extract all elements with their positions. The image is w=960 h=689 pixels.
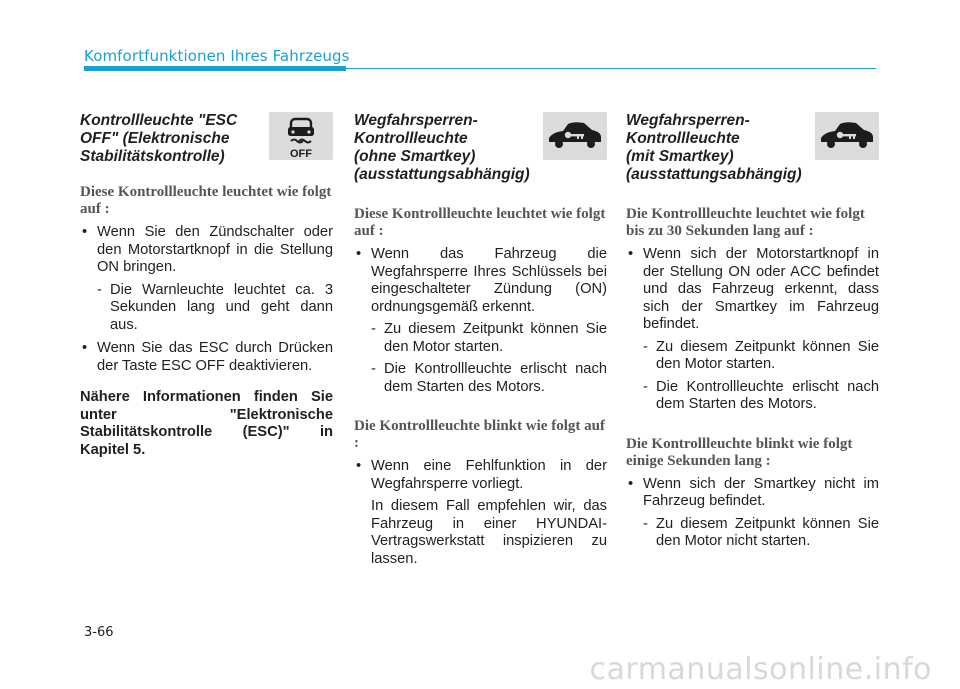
column-title: Wegfahrsperren- Kontrollleuchte (mit Smartkey) (ausstattungsabhängig) [626,112,802,183]
section-heading: Diese Kontrollleuchte leuchtet wie folgt auf : [354,206,606,239]
list-item: • Wenn Sie den Zündschalter oder den Motorstartknopf in die Stellung ON bringen. [82,224,333,275]
indicator-box [543,112,607,160]
column-esc-off [80,112,333,459]
sub-list-item: - Die Warnleuchte leuchtet ca. 3 Sekunden lang und geht dann aus. [97,281,333,333]
column-title: Kontrollleuchte "ESC OFF" (Elektronische Stabilitätskontrolle) [80,112,238,165]
column-immobilizer-smartkey [626,112,879,551]
column-title: Wegfahrsperren- Kontrollleuchte (ohne Smartkey) (ausstattungsabhängig) [354,112,530,183]
immobilizer-key-car-icon [543,112,607,160]
list-item: • Wenn sich der Motorstartknopf in der Stellung ON oder ACC befindet und das Fahrzeug erkennt, dass sich der Smartkey im Fahrzeug befindet. [628,246,879,332]
indicator-box [815,112,879,160]
header-rule-thick [84,66,346,71]
section-header: Komfortfunktionen Ihres Fahrzeugs [84,47,350,65]
list-item: • Wenn sich der Smartkey nicht im Fahrzeug befindet. [628,475,879,509]
section-heading: Die Kontrollleuchte blinkt wie folgt einige Sekunden lang : [626,435,853,469]
section-heading: Die Kontrollleuchte blinkt wie folgt auf : [354,418,605,451]
sub-list-item: - Zu diesem Zeitpunkt können Sie den Motor starten. [643,338,879,372]
header-rule-thin [346,68,876,69]
list-item: • Wenn Sie das ESC durch Drücken der Taste ESC OFF deaktivieren. [82,340,333,374]
column-immobilizer-no-smartkey [354,112,607,568]
watermark: carmanualsonline.info [589,652,932,687]
list-item-paragraph: In diesem Fall empfehlen wir, das Fahrzeug in einer HYUNDAI-Vertragswerkstatt inspizieren zu lassen. [371,498,607,567]
sub-list-item: - Die Kontrollleuchte erlischt nach dem Starten des Motors. [643,378,879,412]
indicator-label: OFF [290,148,312,160]
section-heading: Die Kontrollleuchte leuchtet wie folgt bis zu 30 Sekunden lang auf : [626,206,865,239]
indicator-box [269,112,333,160]
esc-off-icon [269,112,333,160]
list-item: • Wenn eine Fehlfunktion in der Wegfahrsperre vorliegt. [356,458,607,492]
list-item: • Wenn das Fahrzeug die Wegfahrsperre Ihres Schlüssels bei eingeschalteter Zündung (ON) ordnungsgemäß erkennt. [356,246,607,315]
sub-list-item: - Zu diesem Zeitpunkt können Sie den Motor starten. [371,321,607,355]
section-heading: Diese Kontrollleuchte leuchtet wie folgt auf : [80,184,332,217]
sub-list-item: - Zu diesem Zeitpunkt können Sie den Motor nicht starten. [643,515,879,549]
sub-list-item: - Die Kontrollleuchte erlischt nach dem Starten des Motors. [371,361,607,395]
page-number: 3-66 [84,625,114,640]
reference-note: Nähere Informationen finden Sie unter "Elektronische Stabilitätskontrolle (ESC)" in Kapitel 5. [80,389,333,458]
immobilizer-key-car-icon [815,112,879,160]
